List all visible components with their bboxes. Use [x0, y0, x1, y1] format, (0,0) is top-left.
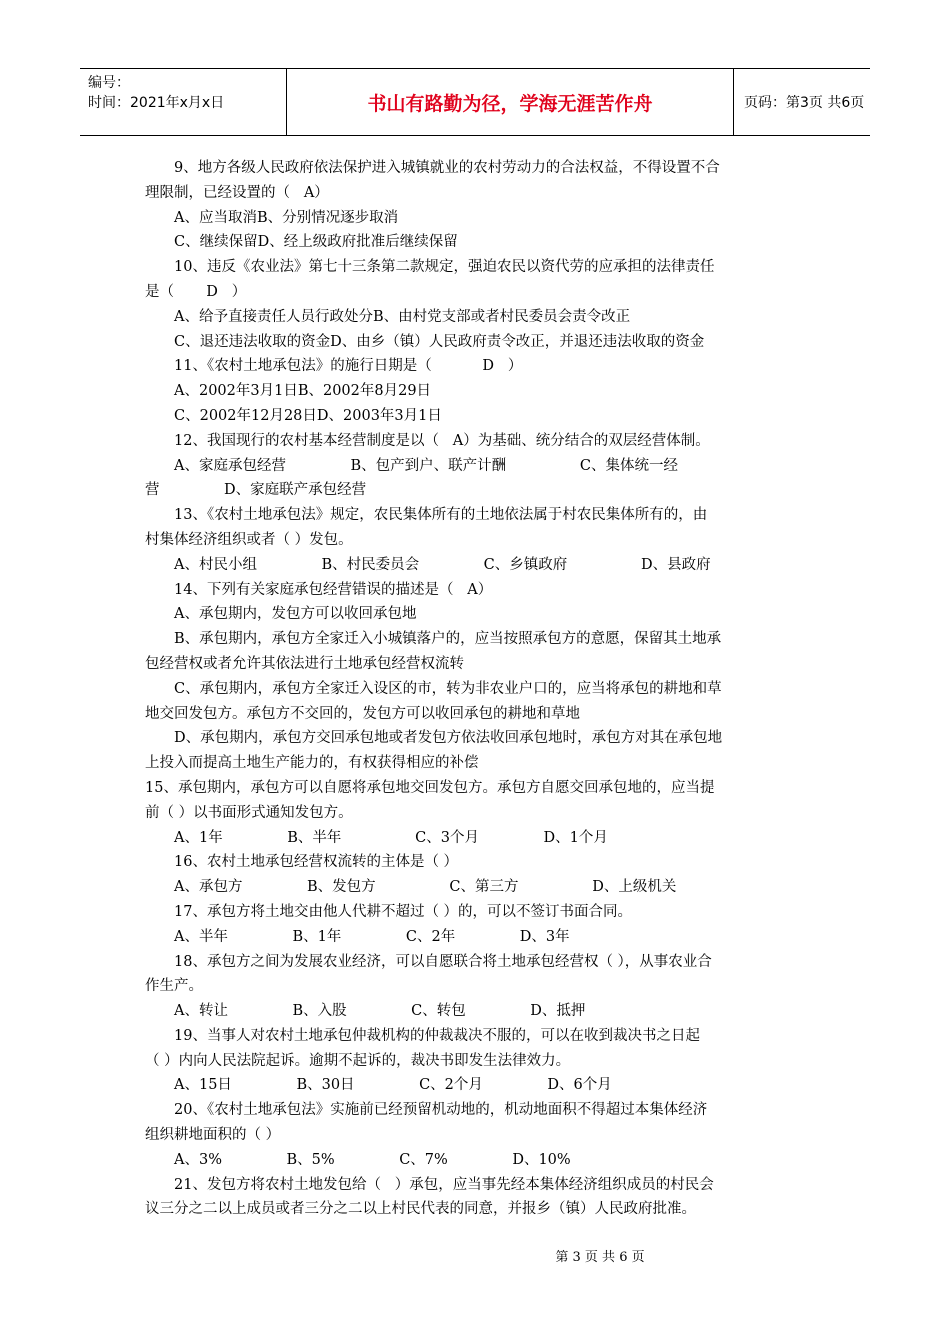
text-line: 16、农村土地承包经营权流转的主体是（ ） [174, 854, 459, 871]
header-left-cell [80, 69, 286, 135]
text-line: 9、地方各级人民政府依法保护进入城镇就业的农村劳动力的合法权益，不得设置不合 [174, 160, 720, 176]
text-line: 理限制，已经设置的（ A） [145, 184, 329, 201]
text-line: 地交回发包方。承包方不交回的，发包方可以收回承包的耕地和草地 [145, 705, 580, 722]
text-line: A、家庭承包经营 B、包产到户、联产计酬 C、集体统一经 [174, 457, 678, 474]
text-line: 作生产。 [145, 978, 203, 995]
text-line: 10、违反《农业法》第七十三条第二款规定，强迫农民以资代劳的应承担的法律责任 [174, 259, 715, 276]
text-line: 20、《农村土地承包法》实施前已经预留机动地的，机动地面积不得超过本集体经济 [174, 1102, 708, 1119]
document-body [145, 156, 805, 1222]
code-label: 编号： [88, 75, 130, 91]
motto: 书山有路勤为径，学海无涯苦作舟 [286, 69, 734, 135]
text-line: 15、承包期内，承包方可以自愿将承包地交回发包方。承包方自愿交回承包地的，应当提 [145, 779, 715, 796]
text-line: 营 D、家庭联产承包经营 [145, 482, 367, 499]
text-line: A、15日 B、30日 C、2个月 D、6个月 [174, 1077, 612, 1094]
page-header [80, 68, 870, 136]
text-line: 村集体经济组织或者（ ）发包。 [145, 531, 353, 548]
text-line: A、村民小组 B、村民委员会 C、乡镇政府 D、县政府 [174, 556, 711, 573]
text-line: 14、下列有关家庭承包经营错误的描述是（ A） [174, 581, 493, 598]
text-line: 组织耕地面积的（ ） [145, 1127, 281, 1144]
text-line: B、承包期内，承包方全家迁入小城镇落户的，应当按照承包方的意愿，保留其土地承 [174, 631, 722, 648]
text-line: A、转让 B、入股 C、转包 D、抵押 [174, 1003, 586, 1020]
text-line: A、给予直接责任人员行政处分B、由村党支部或者村民委员会责令改正 [174, 308, 631, 325]
text-line: A、半年 B、1年 C、2年 D、3年 [174, 928, 570, 945]
page-number-label: 页码：第3页 共6页 [744, 95, 865, 111]
text-line: A、2002年3月1日B、2002年8月29日 [174, 383, 432, 400]
text-line: A、3% B、5% C、7% D、10% [174, 1151, 571, 1168]
text-line: A、1年 B、半年 C、3个月 D、1个月 [174, 829, 608, 846]
text-line: 12、我国现行的农村基本经营制度是以（ A）为基础、统分结合的双层经营体制。 [174, 432, 710, 449]
text-line: 19、当事人对农村土地承包仲裁机构的仲裁裁决不服的，可以在收到裁决书之日起 [174, 1027, 700, 1044]
text-line: 13、《农村土地承包法》规定，农民集体所有的土地依法属于村农民集体所有的，由 [174, 507, 708, 524]
text-line: C、退还违法收取的资金D、由乡（镇）人民政府责令改正，并退还违法收取的资金 [174, 333, 705, 350]
page-footer: 第 3 页 共 6 页 [555, 1250, 645, 1265]
text-line: A、承包期内，发包方可以收回承包地 [174, 606, 417, 623]
text-line: 议三分之二以上成员或者三分之二以上村民代表的同意，并报乡（镇）人民政府批准。 [145, 1201, 696, 1218]
text-line: 18、承包方之间为发展农业经济，可以自愿联合将土地承包经营权（ ），从事农业合 [174, 953, 712, 970]
text-line: C、继续保留D、经上级政府批准后继续保留 [174, 234, 458, 251]
text-line: 前（ ）以书面形式通知发包方。 [145, 804, 353, 821]
text-line: A、承包方 B、发包方 C、第三方 D、上级机关 [174, 879, 677, 896]
text-line: 17、承包方将土地交由他人代耕不超过（ ）的，可以不签订书面合同。 [174, 903, 633, 920]
date-label: 时间：2021年x月x日 [88, 95, 225, 111]
text-line: 是（ D ） [145, 283, 247, 300]
text-line: 11、《农村土地承包法》的施行日期是（ D ） [174, 358, 523, 375]
text-line: C、2002年12月28日D、2003年3月1日 [174, 407, 442, 424]
text-line: A、应当取消B、分别情况逐步取消 [174, 209, 399, 226]
text-line: 上投入而提高土地生产能力的，有权获得相应的补偿 [145, 755, 479, 772]
text-line: 包经营权或者允许其依法进行土地承包经营权流转 [145, 655, 464, 672]
text-line: （ ）内向人民法院起诉。逾期不起诉的，裁决书即发生法律效力。 [145, 1052, 571, 1069]
text-line: 21、发包方将农村土地发包给（ ）承包，应当事先经本集体经济组织成员的村民会 [174, 1176, 714, 1193]
text-line: C、承包期内，承包方全家迁入设区的市，转为非农业户口的，应当将承包的耕地和草 [174, 680, 722, 697]
text-line: D、承包期内，承包方交回承包地或者发包方依法收回承包地时，承包方对其在承包地 [174, 730, 723, 747]
